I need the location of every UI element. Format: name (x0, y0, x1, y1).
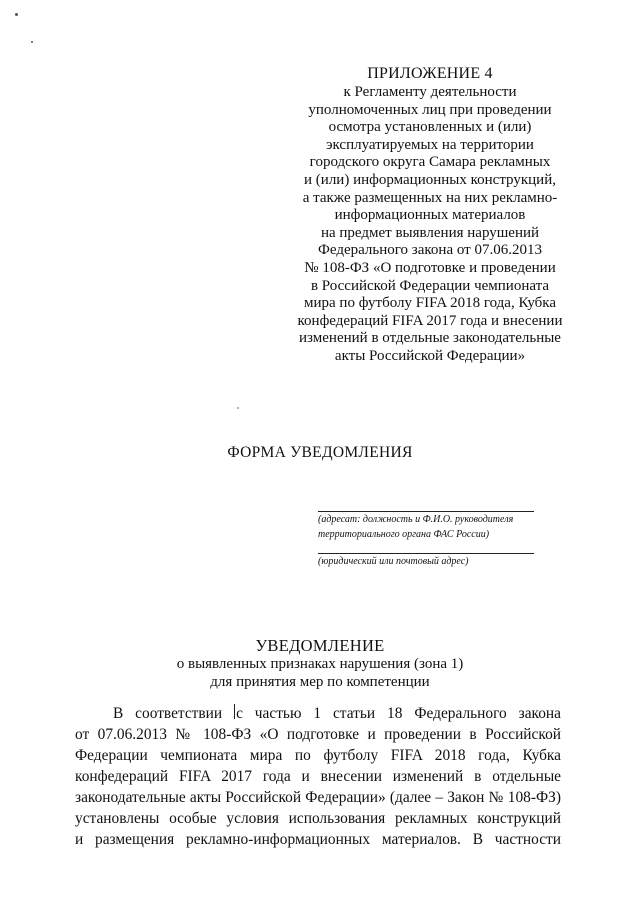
appendix-line: а также размещенных на них рекламно- (302, 189, 558, 206)
appendix-line: информационных материалов (334, 207, 526, 224)
body-line-rest: с частью 1 статьи 18 Федерального закона (236, 705, 561, 722)
addressee-caption: территориального органа ФАС России) (318, 529, 490, 540)
appendix-line: осмотра установленных и (или) (328, 119, 532, 136)
address-caption: (юридический или почтовый адрес) (318, 556, 469, 567)
appendix-line: городского округа Самара рекламных (309, 154, 551, 171)
body-line (75, 703, 561, 724)
scan-speck (15, 13, 18, 16)
notice-title-block (0, 636, 640, 691)
body-line-start: В соответствии (113, 705, 223, 722)
notice-subtitle: о выявленных признаках нарушения (зона 1) (176, 656, 464, 672)
addressee-caption: (адресат: должность и Ф.И.О. руководителя (318, 514, 514, 525)
appendix-line: на предмет выявления нарушений (320, 224, 540, 241)
body-line: и размещения рекламно-информационных материалов. В частности (75, 831, 561, 848)
appendix-line: акты Российской Федерации» (334, 347, 526, 364)
appendix-line: мира по футболу FIFA 2018 года, Кубка (303, 295, 556, 312)
appendix-line: и (или) информационных конструкций, (304, 171, 556, 188)
appendix-line: № 108-ФЗ «О подготовке и проведении (304, 259, 556, 276)
body-line: конфедераций FIFA 2017 года и внесении изменений в отдельные (75, 768, 561, 785)
scan-speck (237, 407, 239, 409)
appendix-block (270, 64, 590, 366)
body-line: Федерации чемпионата мира по футболу FIFA 2018 года, Кубка (75, 747, 561, 764)
appendix-line: уполномоченных лиц при проведении (308, 101, 552, 118)
notice-subtitle: для принятия мер по компетенции (210, 673, 430, 690)
body-line: установлены особые условия использования рекламных конструкций (75, 810, 561, 827)
appendix-line: конфедераций FIFA 2017 года и внесении (297, 312, 563, 329)
appendix-line: изменений в отдельные законодательные (299, 330, 561, 347)
scan-speck (31, 41, 33, 43)
text-cursor-mark (234, 704, 235, 719)
body-line: от 07.06.2013 № 108-ФЗ «О подготовке и проведении в Российской (75, 726, 561, 743)
body-paragraph (75, 703, 561, 850)
addressee-field (318, 511, 538, 542)
body-line: законодательные акты Российской Федерации» (далее – Закон № 108-ФЗ) (75, 789, 561, 806)
address-field (318, 553, 538, 569)
appendix-title: ПРИЛОЖЕНИЕ 4 (367, 65, 493, 82)
form-title: ФОРМА УВЕДОМЛЕНИЯ (227, 444, 413, 461)
appendix-line: в Российской Федерации чемпионата (310, 277, 550, 294)
notice-heading: УВЕДОМЛЕНИЕ (255, 636, 385, 655)
appendix-line: эксплуатируемых на территории (326, 136, 534, 153)
appendix-line: Федерального закона от 07.06.2013 (318, 242, 542, 259)
appendix-line: к Регламенту деятельности (343, 84, 517, 100)
